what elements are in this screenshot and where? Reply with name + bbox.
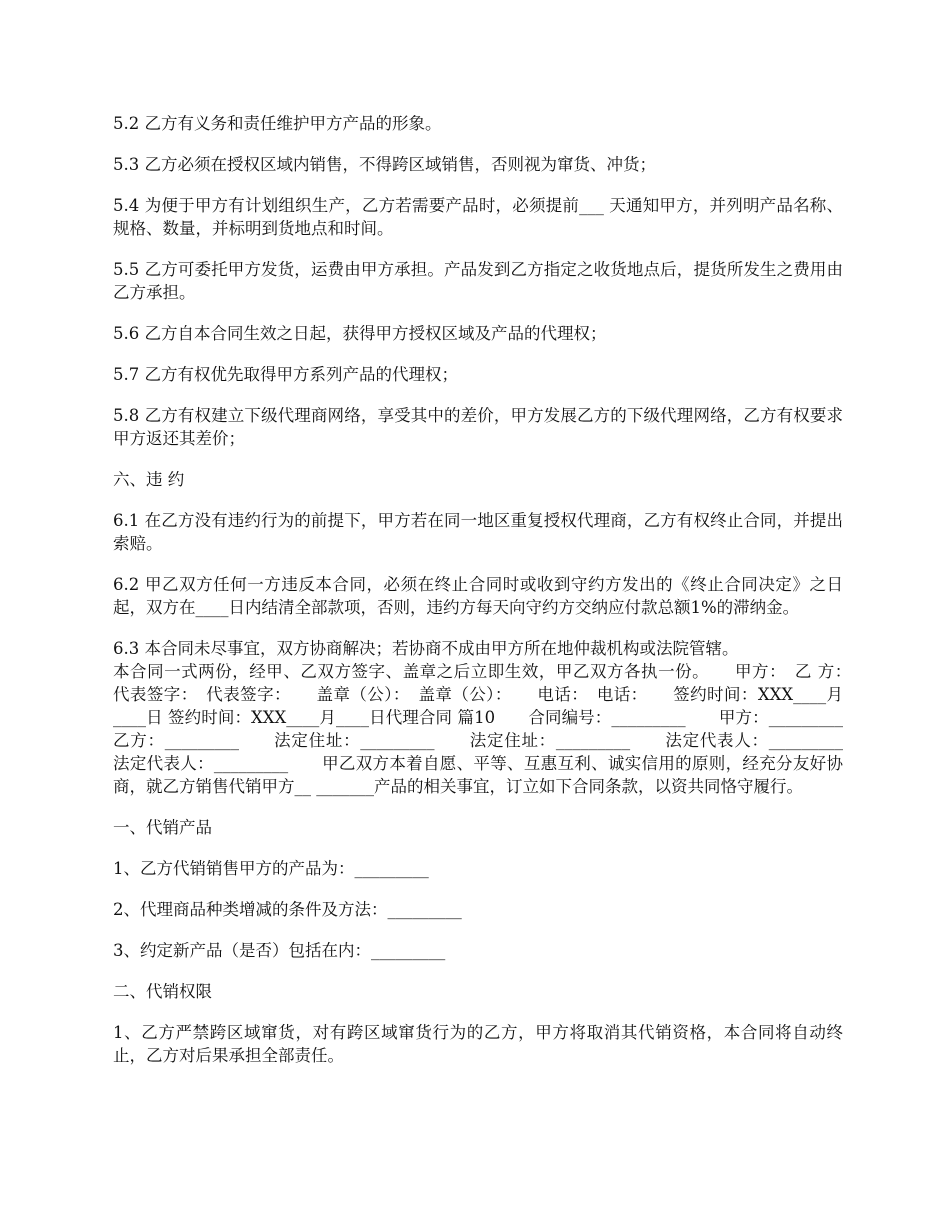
clause-5-8: 5.8 乙方有权建立下级代理商网络，享受其中的差价，甲方发展乙方的下级代理网络，乙方有权要求甲方返还其差价； xyxy=(113,406,843,448)
signature-and-new-contract-block: 本合同一式两份，经甲、乙双方签字、盖章之后立即生效，甲乙双方各执一份。 甲方： 乙 方： 代表签字： 代表签字： 盖章（公）： 盖章（公）： 电话： 电话： 签约时间：XXX____月____日 签约时间：XXX____月____日代理合同 篇10 合同编号：_________ 甲方：_________ 乙方：_________ 法定住址：_________ 法定住址：_________ 法定代表人：_________ 法定代表人：_________ 甲乙双方本着自愿、平等、互惠互利、诚实信用的原则，经充分友好协商，就乙方销售代销甲方__ _______产品的相关事宜，订立如下合同条款，以资共同恪守履行。 xyxy=(113,662,876,796)
clause-5-7: 5.7 乙方有权优先取得甲方系列产品的代理权； xyxy=(113,365,458,384)
product-item-2: 2、代理商品种类增减的条件及方法：_________ xyxy=(113,900,462,919)
clause-5-4: 5.4 为便于甲方有计划组织生产，乙方若需要产品时，必须提前___ 天通知甲方，并列明产品名称、规格、数量，并标明到货地点和时间。 xyxy=(113,196,843,238)
document-page xyxy=(113,112,876,1085)
product-item-3: 3、约定新产品（是否）包括在内：_________ xyxy=(113,941,446,960)
clause-6-1: 6.1 在乙方没有违约行为的前提下，甲方若在同一地区重复授权代理商，乙方有权终止合同，并提出索赔。 xyxy=(113,511,843,553)
clause-5-6: 5.6 乙方自本合同生效之日起，获得甲方授权区域及产品的代理权； xyxy=(113,324,607,343)
clause-5-5: 5.5 乙方可委托甲方发货，运费由甲方承担。产品发到乙方指定之收货地点后，提货所发生之费用由乙方承担。 xyxy=(113,260,843,302)
section-heading-breach: 六、违 约 xyxy=(113,470,185,489)
section-heading-authority: 二、代销权限 xyxy=(113,982,212,1001)
product-item-1: 1、乙方代销销售甲方的产品为：_________ xyxy=(113,859,429,878)
section-heading-products: 一、代销产品 xyxy=(113,818,212,837)
clause-6-2: 6.2 甲乙双方任何一方违反本合同，必须在终止合同时或收到守约方发出的《终止合同决定》之日起，双方在____日内结清全部款项，否则，违约方每天向守约方交纳应付款总额1%的滞纳金。 xyxy=(113,575,843,617)
clause-5-2: 5.2 乙方有义务和责任维护甲方产品的形象。 xyxy=(113,114,442,133)
clause-6-3: 6.3 本合同未尽事宜，双方协商解决；若协商不成由甲方所在地仲裁机构或法院管辖。 xyxy=(113,639,739,658)
clause-5-3: 5.3 乙方必须在授权区域内销售，不得跨区域销售，否则视为窜货、冲货； xyxy=(113,155,656,174)
authority-item-1: 1、乙方严禁跨区域窜货，对有跨区域窜货行为的乙方，甲方将取消其代销资格，本合同将自动终止，乙方对后果承担全部责任。 xyxy=(113,1023,843,1065)
